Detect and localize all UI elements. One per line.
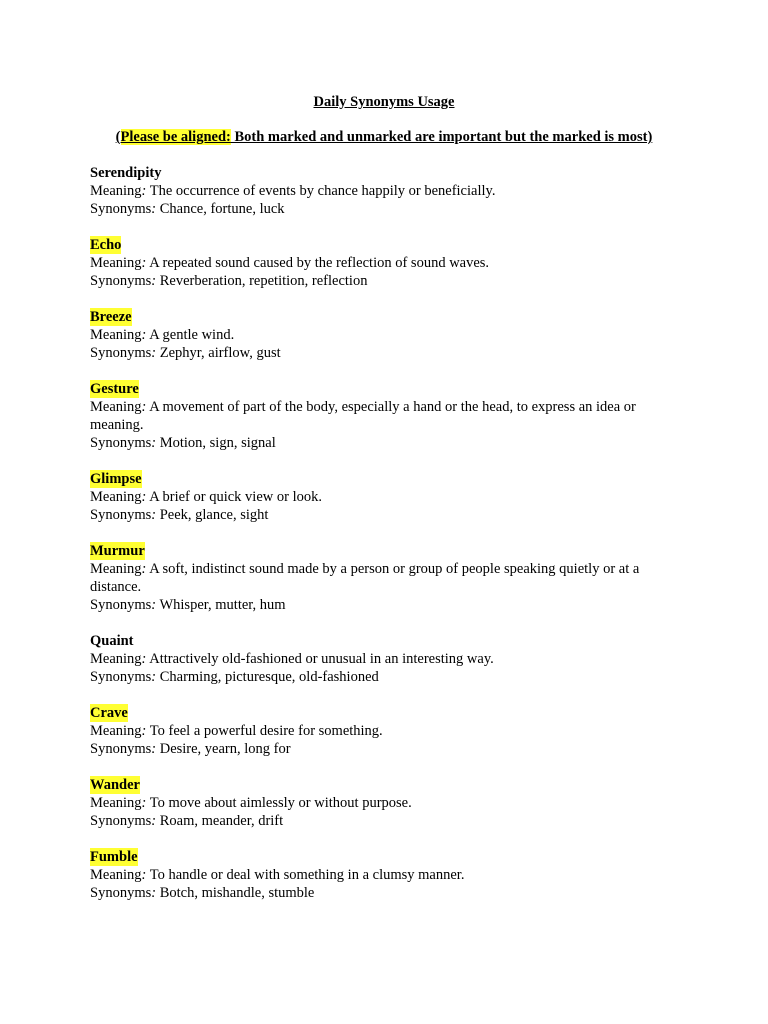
note-highlight: Please be aligned: bbox=[120, 129, 231, 145]
entry-synonyms: Synonyms: Charming, picturesque, old-fashioned bbox=[90, 669, 379, 685]
synonym-entry bbox=[90, 632, 680, 686]
entry-word: Crave bbox=[90, 705, 128, 721]
entry-word: Wander bbox=[90, 777, 140, 793]
synonym-entry bbox=[90, 470, 680, 524]
page-title: Daily Synonyms Usage bbox=[313, 94, 455, 110]
note-rest: Both marked and unmarked are important but the marked is most) bbox=[230, 129, 653, 145]
entry-meaning: Meaning: Attractively old-fashioned or unusual in an interesting way. bbox=[90, 651, 494, 667]
entry-synonyms: Synonyms: Desire, yearn, long for bbox=[90, 741, 291, 757]
entry-word: Echo bbox=[90, 237, 122, 253]
synonym-entry bbox=[90, 848, 680, 902]
synonym-entry bbox=[90, 542, 680, 614]
entry-word: Gesture bbox=[90, 381, 139, 397]
entry-meaning: Meaning: A soft, indistinct sound made by a person or group of people speaking quietly or at a distance. bbox=[90, 561, 640, 595]
entry-meaning: Meaning: A repeated sound caused by the reflection of sound waves. bbox=[90, 255, 490, 271]
entry-meaning: Meaning: To feel a powerful desire for something. bbox=[90, 723, 383, 739]
entry-meaning: Meaning: To handle or deal with something in a clumsy manner. bbox=[90, 867, 465, 883]
synonym-entry bbox=[90, 236, 680, 290]
entry-synonyms: Synonyms: Zephyr, airflow, gust bbox=[90, 345, 281, 361]
entry-synonyms: Synonyms: Motion, sign, signal bbox=[90, 435, 276, 451]
entry-word: Quaint bbox=[90, 633, 134, 649]
synonym-entry bbox=[90, 776, 680, 830]
alignment-note bbox=[0, 128, 768, 147]
entry-synonyms: Synonyms: Chance, fortune, luck bbox=[90, 201, 285, 217]
synonym-entry bbox=[90, 164, 680, 218]
entry-word: Serendipity bbox=[90, 165, 162, 181]
note-open-paren: ( bbox=[115, 129, 121, 145]
entry-word: Fumble bbox=[90, 849, 138, 865]
entry-word: Breeze bbox=[90, 309, 132, 325]
entry-synonyms: Synonyms: Whisper, mutter, hum bbox=[90, 597, 286, 613]
entry-synonyms: Synonyms: Botch, mishandle, stumble bbox=[90, 885, 315, 901]
synonym-entry bbox=[90, 380, 680, 452]
entry-meaning: Meaning: A movement of part of the body, especially a hand or the head, to express an idea or meaning. bbox=[90, 399, 636, 433]
entry-word: Glimpse bbox=[90, 471, 142, 487]
entry-meaning: Meaning: A brief or quick view or look. bbox=[90, 489, 322, 505]
synonym-entry bbox=[90, 308, 680, 362]
entry-synonyms: Synonyms: Roam, meander, drift bbox=[90, 813, 284, 829]
entry-word: Murmur bbox=[90, 543, 145, 559]
entry-meaning: Meaning: The occurrence of events by chance happily or beneficially. bbox=[90, 183, 496, 199]
entry-synonyms: Synonyms: Reverberation, repetition, reflection bbox=[90, 273, 368, 289]
entry-synonyms: Synonyms: Peek, glance, sight bbox=[90, 507, 269, 523]
synonym-entry bbox=[90, 704, 680, 758]
entry-meaning: Meaning: A gentle wind. bbox=[90, 327, 235, 343]
synonym-entry-list bbox=[90, 164, 680, 920]
entry-meaning: Meaning: To move about aimlessly or without purpose. bbox=[90, 795, 412, 811]
